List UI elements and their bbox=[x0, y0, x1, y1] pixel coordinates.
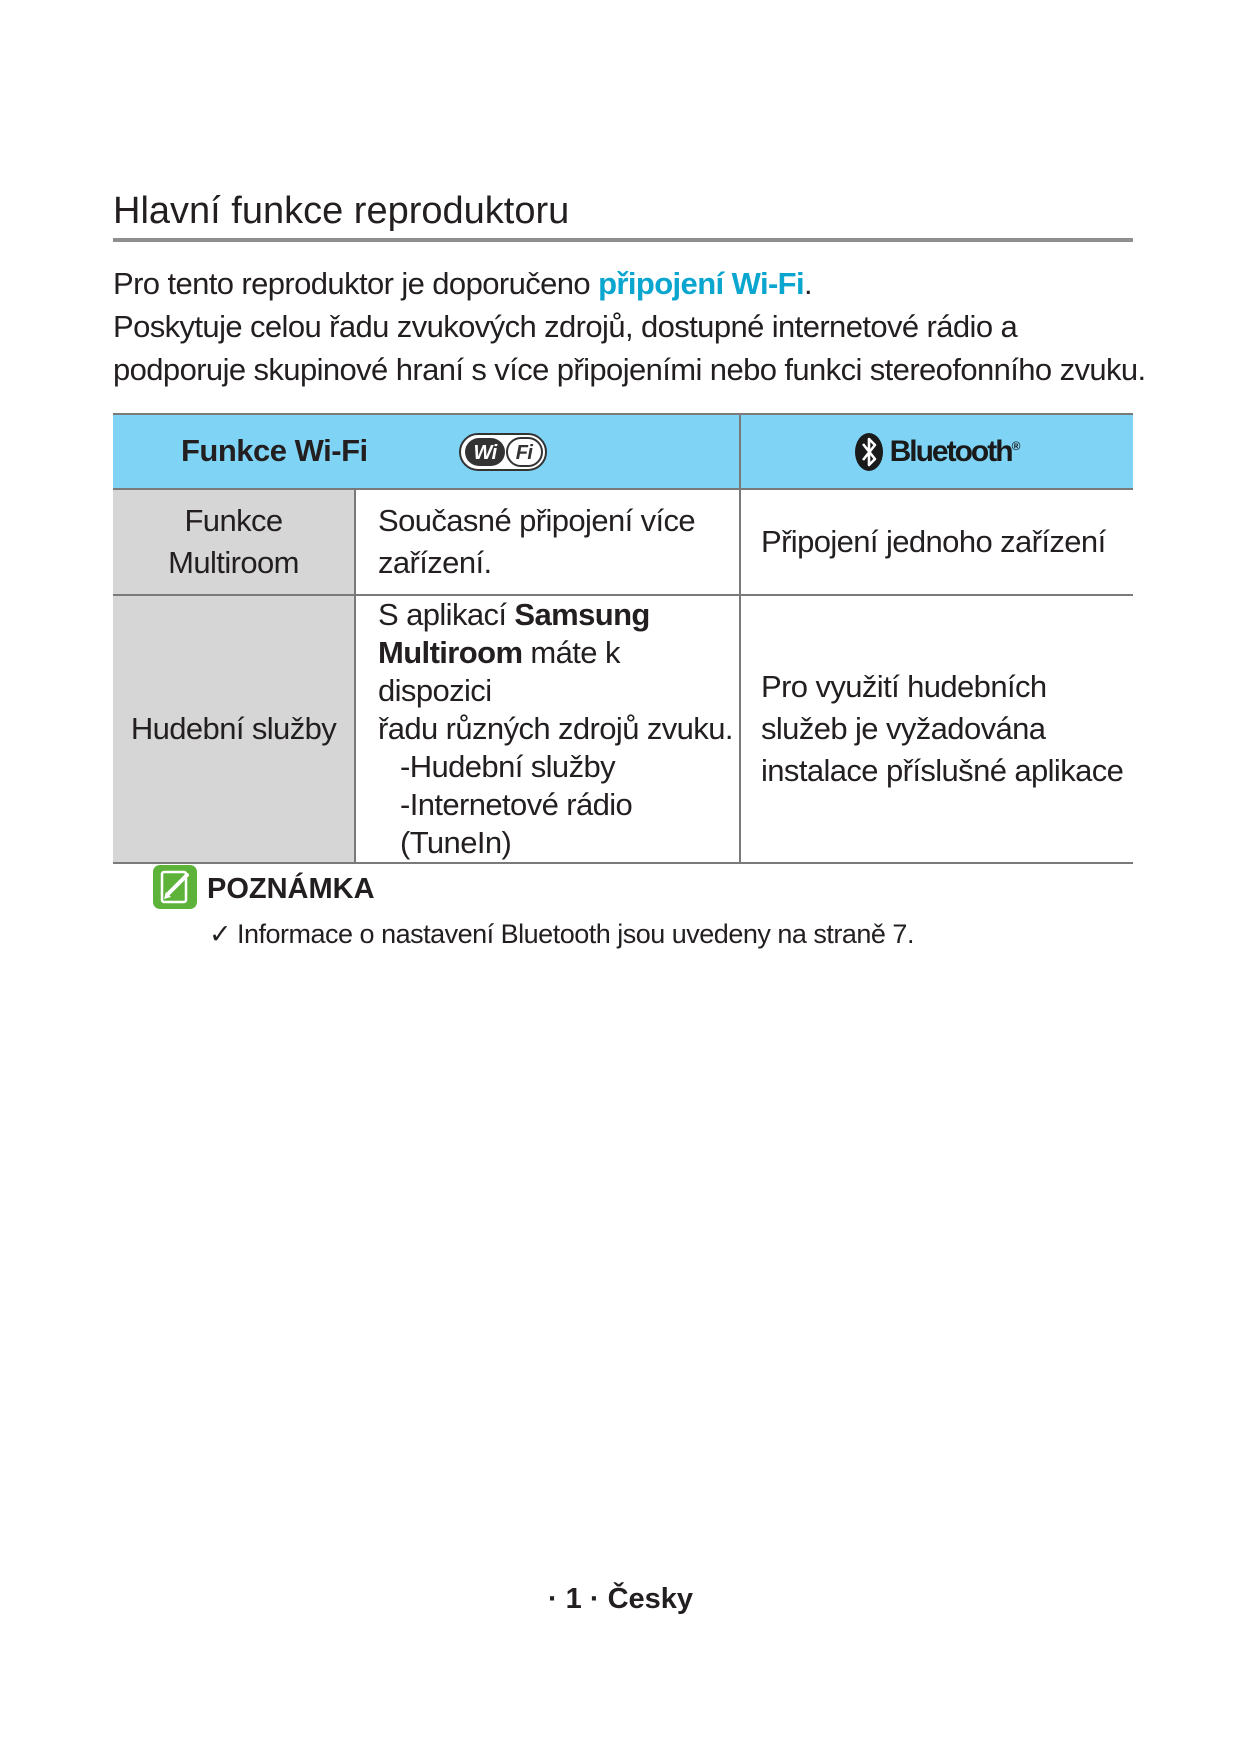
table-row bbox=[113, 489, 1133, 595]
wifi-multiroom-cell bbox=[355, 489, 740, 595]
row-header-line: Funkce bbox=[184, 503, 283, 538]
cell-line: služeb je vyžadována bbox=[761, 711, 1046, 746]
note-pencil-icon bbox=[153, 865, 197, 909]
table-row bbox=[113, 595, 1133, 863]
row-header-line: Multiroom bbox=[168, 545, 299, 580]
page-footer: · 1 · Česky bbox=[547, 1583, 694, 1615]
bluetooth-multiroom-cell: Připojení jednoho zařízení bbox=[740, 489, 1133, 595]
cell-line: řadu různých zdrojů zvuku. bbox=[378, 711, 733, 746]
intro-line-1 bbox=[113, 262, 1153, 305]
cell-line: Současné připojení více bbox=[378, 503, 696, 538]
page-title: Hlavní funkce reproduktoru bbox=[113, 190, 570, 232]
note-title: POZNÁMKA bbox=[207, 873, 375, 905]
wifi-highlight: připojení Wi-Fi bbox=[598, 266, 805, 301]
list-item: -Hudební služby bbox=[400, 749, 616, 784]
intro-prefix: Pro tento reproduktor je doporučeno bbox=[113, 266, 599, 301]
title-rule bbox=[113, 238, 1133, 242]
svg-text:Wi: Wi bbox=[473, 442, 497, 464]
check-icon: ✓ bbox=[209, 919, 232, 949]
bluetooth-word: Bluetooth bbox=[889, 434, 1012, 468]
list-item: -Internetové rádio (TuneIn) bbox=[400, 787, 633, 860]
bluetooth-registered-mark: ® bbox=[1011, 438, 1021, 453]
intro-text bbox=[113, 262, 1153, 391]
bluetooth-icon bbox=[854, 432, 884, 472]
cell-text: S aplikací bbox=[378, 597, 515, 632]
wifi-music-cell bbox=[355, 595, 740, 863]
cell-text: máte k dispozici bbox=[378, 635, 620, 708]
bluetooth-music-cell bbox=[740, 595, 1133, 863]
bluetooth-logo-text bbox=[890, 435, 1021, 469]
feature-table bbox=[113, 413, 1133, 864]
multiroom-bold: Multiroom bbox=[378, 635, 523, 670]
bluetooth-header-cell bbox=[740, 414, 1133, 489]
samsung-bold: Samsung bbox=[514, 597, 650, 632]
table-header-row bbox=[113, 414, 1133, 489]
cell-line: instalace příslušné aplikace bbox=[761, 753, 1124, 788]
intro-suffix: . bbox=[804, 266, 813, 301]
row-header-line: Hudební služby bbox=[130, 711, 337, 746]
wifi-logo-icon bbox=[459, 433, 549, 471]
note-text: Informace o nastavení Bluetooth jsou uvedeny na straně 7. bbox=[237, 919, 914, 949]
row-header-music-services bbox=[113, 595, 355, 863]
wifi-header-cell bbox=[113, 414, 740, 489]
intro-line-2: Poskytuje celou řadu zvukových zdrojů, dostupné internetové rádio a podporuje skupinové hraní s více připojeními nebo funkci stereofonního zvuku. bbox=[113, 309, 1146, 387]
cell-line: Pro využití hudebních bbox=[761, 669, 1047, 704]
row-header-multiroom bbox=[113, 489, 355, 595]
svg-text:Fi: Fi bbox=[515, 442, 533, 464]
wifi-header-label: Funkce Wi-Fi bbox=[181, 433, 368, 468]
cell-line: zařízení. bbox=[378, 545, 492, 580]
note-item bbox=[209, 919, 914, 950]
